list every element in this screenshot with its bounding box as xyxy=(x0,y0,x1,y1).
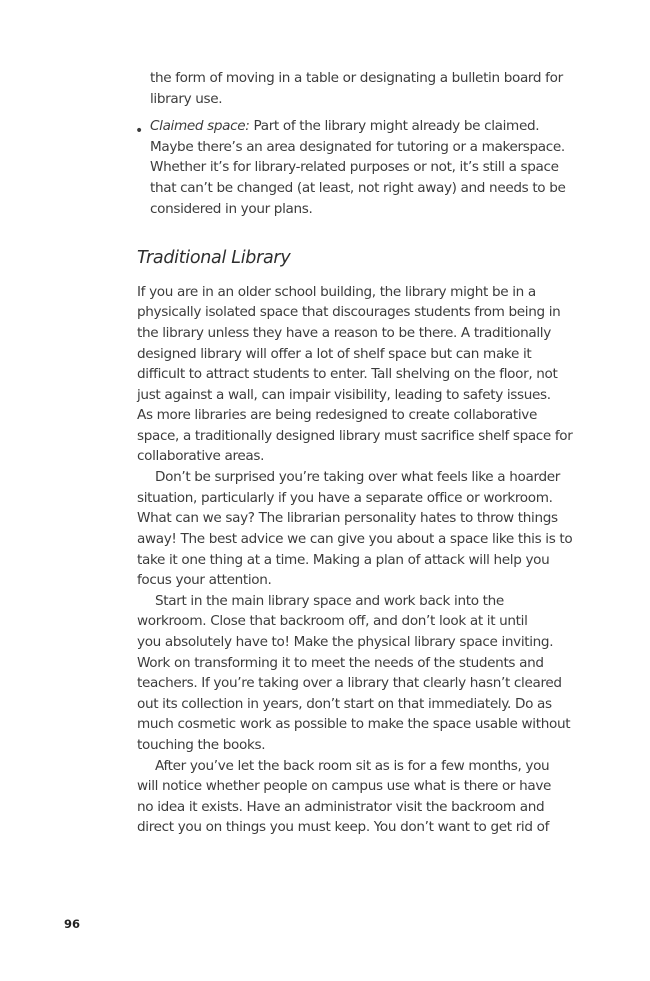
paragraph-line: take it one thing at a time. Making a plan of attack will help you xyxy=(137,552,550,568)
paragraph-line: After you’ve let the back room sit as is for a few months, you xyxy=(155,758,550,774)
paragraph-line: Start in the main library space and work back into the xyxy=(155,593,504,609)
paragraph-line: you absolutely have to! Make the physical library space inviting. xyxy=(137,634,554,650)
paragraph-line: just against a wall, can impair visibility, leading to safety issues. xyxy=(137,387,551,403)
page-number: 96 xyxy=(64,917,81,931)
paragraph-line: away! The best advice we can give you about a space like this is to xyxy=(137,531,573,547)
paragraph-line: Don’t be surprised you’re taking over what feels like a hoarder xyxy=(155,469,560,485)
bullet-claimed-first-line xyxy=(150,116,539,136)
paragraph-line: Work on transforming it to meet the needs of the students and xyxy=(137,655,544,671)
paragraph-line: focus your attention. xyxy=(137,572,272,588)
paragraph-line: designed library will offer a lot of shelf space but can make it xyxy=(137,346,532,362)
paragraph-line: direct you on things you must keep. You don’t want to get rid of xyxy=(137,819,550,835)
bullet-term: Claimed space: xyxy=(150,118,250,134)
paragraph-line: If you are in an older school building, the library might be in a xyxy=(137,284,536,300)
bullet-continuation-line: the form of moving in a table or designating a bulletin board for xyxy=(150,70,563,86)
paragraph-line: difficult to attract students to enter. Tall shelving on the floor, not xyxy=(137,366,558,382)
bullet-claimed-line: Whether it’s for library-related purposes or not, it’s still a space xyxy=(150,159,559,175)
bullet-continuation-line: library use. xyxy=(150,91,223,107)
paragraph-line: much cosmetic work as possible to make the space usable without xyxy=(137,716,571,732)
bullet-claimed-line: considered in your plans. xyxy=(150,201,313,217)
bullet-marker: • xyxy=(135,123,144,139)
paragraph-line: physically isolated space that discourages students from being in xyxy=(137,304,561,320)
paragraph-line: will notice whether people on campus use what is there or have xyxy=(137,778,552,794)
paragraph-line: collaborative areas. xyxy=(137,448,265,464)
paragraph-line: situation, particularly if you have a separate office or workroom. xyxy=(137,490,553,506)
section-heading: Traditional Library xyxy=(137,248,291,268)
bullet-claimed-line: that can’t be changed (at least, not right away) and needs to be xyxy=(150,180,566,196)
paragraph-line: out its collection in years, don’t start on that immediately. Do as xyxy=(137,696,552,712)
paragraph-line: teachers. If you’re taking over a library that clearly hasn’t cleared xyxy=(137,675,562,691)
paragraph-line: no idea it exists. Have an administrator visit the backroom and xyxy=(137,799,545,815)
bullet-first-line-text: Part of the library might already be claimed. xyxy=(249,118,540,134)
paragraph-line: space, a traditionally designed library must sacrifice shelf space for xyxy=(137,428,573,444)
paragraph-line: workroom. Close that backroom off, and don’t look at it until xyxy=(137,613,528,629)
paragraph-line: touching the books. xyxy=(137,737,266,753)
paragraph-line: What can we say? The librarian personality hates to throw things xyxy=(137,510,558,526)
paragraph-line: the library unless they have a reason to be there. A traditionally xyxy=(137,325,551,341)
bullet-claimed-line: Maybe there’s an area designated for tutoring or a makerspace. xyxy=(150,139,565,155)
paragraph-line: As more libraries are being redesigned to create collaborative xyxy=(137,407,537,423)
